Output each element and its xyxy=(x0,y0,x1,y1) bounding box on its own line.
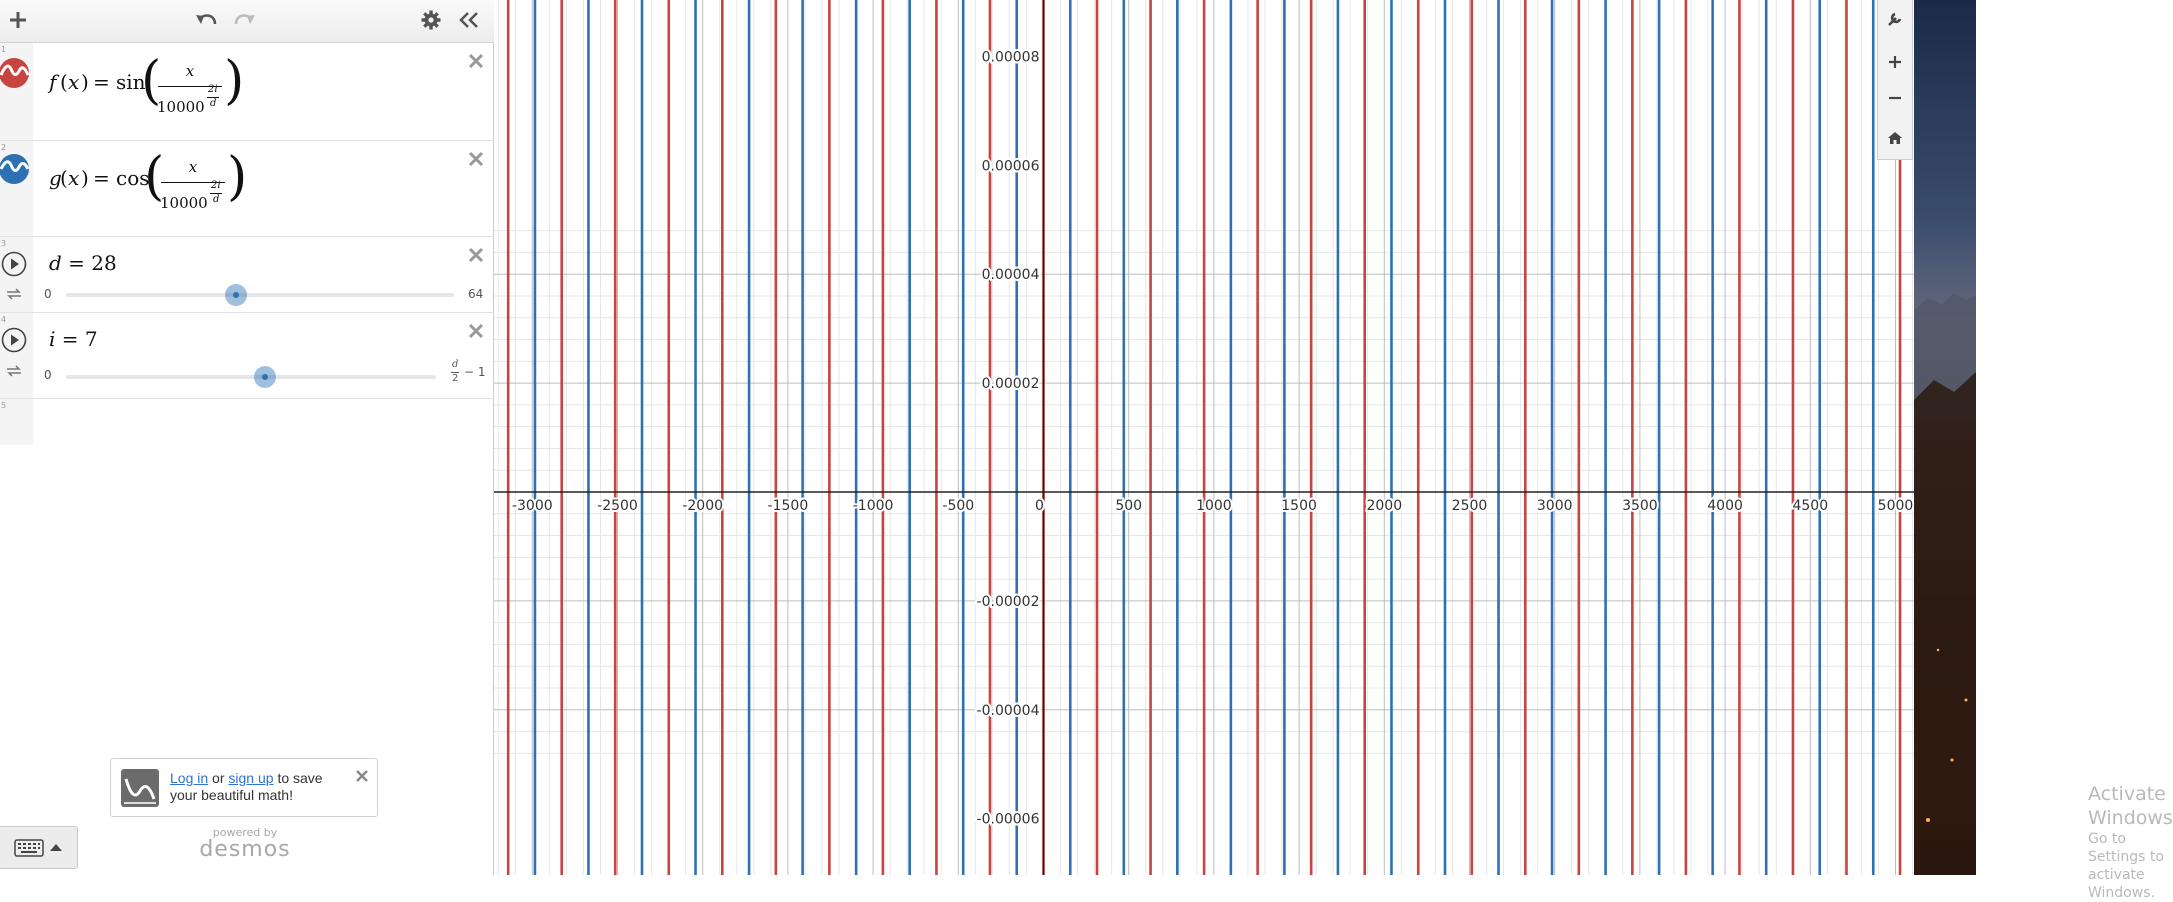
x-tick-label: 1000 xyxy=(1196,498,1232,514)
slider-equation-d[interactable]: d = 28 xyxy=(49,251,117,275)
x-tick-label: 0 xyxy=(1035,498,1044,514)
wrench-icon xyxy=(1886,10,1904,28)
exponent-numerator: 2i xyxy=(208,84,218,95)
equals-sign: = xyxy=(93,70,110,94)
graph-settings-button[interactable] xyxy=(1878,2,1912,36)
close-icon xyxy=(468,247,484,263)
delete-expression-button[interactable] xyxy=(464,319,488,343)
slider-max: 64 xyxy=(468,287,484,301)
delete-expression-button[interactable] xyxy=(464,147,488,171)
save-prompt xyxy=(110,758,378,817)
powered-by-desmos xyxy=(180,827,310,861)
zoom-in-button[interactable] xyxy=(1878,45,1912,79)
expression-index: 5 xyxy=(1,401,7,410)
powered-by-label: powered by xyxy=(212,826,278,839)
trig-function: cos xyxy=(116,166,150,190)
x-axis-labels xyxy=(512,498,1913,514)
x-tick-label: 2500 xyxy=(1451,498,1488,514)
y-tick-label: 0.00002 xyxy=(981,376,1040,393)
play-icon[interactable] xyxy=(1,327,27,353)
redo-button[interactable] xyxy=(229,4,261,36)
cos-wave-color-icon[interactable] xyxy=(0,153,32,185)
sin-wave-color-icon[interactable] xyxy=(0,57,32,89)
desmos-logo: desmos xyxy=(199,837,291,862)
exponent-denominator: d xyxy=(213,194,220,205)
dismiss-save-prompt-button[interactable] xyxy=(355,768,369,787)
login-link[interactable]: Log in xyxy=(170,770,209,786)
watermark-title: Activate Windows xyxy=(2088,783,2173,829)
function-name: f xyxy=(49,70,57,94)
x-tick-label: -2500 xyxy=(597,498,638,514)
delete-expression-button[interactable] xyxy=(464,49,488,73)
keypad-toggle-button[interactable] xyxy=(0,826,78,869)
x-tick-label: -1000 xyxy=(852,498,894,514)
close-icon xyxy=(468,53,484,69)
open-paren: ( xyxy=(60,70,68,94)
y-tick-label: -0.00004 xyxy=(976,702,1040,719)
loop-icon[interactable] xyxy=(5,287,23,301)
x-tick-label: 3000 xyxy=(1536,498,1573,514)
exponent-numerator: 2i xyxy=(211,180,221,191)
delete-expression-button[interactable] xyxy=(464,243,488,267)
gear-icon xyxy=(420,9,442,31)
expression-row-d[interactable] xyxy=(0,237,494,313)
close-icon xyxy=(468,151,484,167)
fraction-numerator: x xyxy=(188,158,198,176)
fraction-base: 10000 xyxy=(157,98,205,116)
slider-equation-i[interactable]: i = 7 xyxy=(49,327,98,351)
slider-max: d 2 − 1 xyxy=(452,359,486,384)
undo-button[interactable] xyxy=(190,4,222,36)
close-icon xyxy=(468,323,484,339)
close-paren: ) xyxy=(81,70,89,94)
loop-icon[interactable] xyxy=(5,364,23,378)
expression-index: 3 xyxy=(1,239,7,248)
collapse-panel-button[interactable] xyxy=(453,4,485,36)
signup-link[interactable]: sign up xyxy=(228,770,274,786)
expression-row-g[interactable] xyxy=(0,141,494,237)
play-icon[interactable] xyxy=(1,251,27,277)
expression-toolbar xyxy=(0,0,494,43)
function-name: g xyxy=(49,166,62,190)
mountain-landscape-image xyxy=(1914,0,1976,875)
double-chevron-left-icon xyxy=(458,10,480,30)
big-close-paren: ) xyxy=(224,51,245,111)
close-paren: ) xyxy=(81,166,89,190)
close-icon xyxy=(355,769,369,783)
desmos-graph-icon xyxy=(121,769,159,807)
zoom-out-button[interactable] xyxy=(1878,81,1912,115)
plus-icon xyxy=(8,10,28,30)
open-paren: ( xyxy=(60,166,68,190)
desktop-background xyxy=(1914,0,1976,875)
trig-function: sin xyxy=(116,70,146,94)
x-tick-label: -500 xyxy=(942,498,975,514)
x-tick-label: 2000 xyxy=(1366,498,1403,514)
plus-icon xyxy=(1888,55,1902,69)
settings-button[interactable] xyxy=(415,4,447,36)
save-prompt-text: Log in or sign up to save your beautiful math! xyxy=(170,770,323,803)
slider-thumb[interactable] xyxy=(254,366,276,388)
slider-min: 0 xyxy=(44,368,52,382)
big-open-paren: ( xyxy=(144,147,165,207)
exponent-denominator: d xyxy=(210,98,217,109)
slider-min: 0 xyxy=(44,287,52,301)
undo-icon xyxy=(194,10,218,30)
slider-thumb[interactable] xyxy=(225,284,247,306)
graph-paper[interactable] xyxy=(494,0,2173,901)
function-arg: x xyxy=(68,166,80,190)
redo-icon xyxy=(233,10,257,30)
minus-icon xyxy=(1888,91,1902,105)
graph-canvas[interactable] xyxy=(494,0,1914,875)
watermark-subtitle: Go to Settings to activate Windows. xyxy=(2088,831,2164,901)
keyboard-icon xyxy=(14,838,44,858)
add-item-button[interactable] xyxy=(2,4,34,36)
function-arg: x xyxy=(68,70,80,94)
expression-index: 2 xyxy=(1,143,7,152)
expression-index: 4 xyxy=(1,315,7,324)
fraction-base: 10000 xyxy=(160,194,208,212)
activate-windows-watermark xyxy=(2088,782,2173,902)
slider-track[interactable] xyxy=(66,293,454,297)
x-tick-label: 5000 xyxy=(1877,498,1914,514)
expression-index: 1 xyxy=(1,45,7,54)
expression-row-i[interactable] xyxy=(0,313,494,399)
expression-panel xyxy=(0,0,494,875)
x-tick-label: 4500 xyxy=(1792,498,1829,514)
graph-controls xyxy=(1877,0,1913,160)
y-tick-label: 0.00004 xyxy=(981,267,1040,284)
empty-expression-row[interactable] xyxy=(0,399,494,445)
x-tick-label: 3500 xyxy=(1622,498,1658,514)
equals-sign: = xyxy=(93,166,110,190)
big-open-paren: ( xyxy=(141,51,162,111)
fraction-numerator: x xyxy=(185,62,195,80)
expression-row-f[interactable] xyxy=(0,43,494,141)
y-tick-label: -0.00006 xyxy=(976,811,1040,828)
big-close-paren: ) xyxy=(227,147,248,207)
default-viewport-button[interactable] xyxy=(1878,121,1912,155)
chevron-up-icon xyxy=(50,843,62,851)
x-tick-label: -2000 xyxy=(682,498,724,514)
slider-track[interactable] xyxy=(66,375,436,379)
x-tick-label: 4000 xyxy=(1707,498,1743,514)
x-tick-label: 500 xyxy=(1115,498,1143,514)
y-tick-label: 0.00008 xyxy=(981,49,1040,66)
y-tick-label: -0.00002 xyxy=(976,593,1040,610)
y-axis-labels xyxy=(977,49,1040,827)
x-tick-label: -3000 xyxy=(511,498,553,514)
home-icon xyxy=(1887,131,1903,145)
y-tick-label: 0.00006 xyxy=(981,158,1040,175)
x-tick-label: -1500 xyxy=(767,498,809,514)
x-tick-label: 1500 xyxy=(1281,498,1317,514)
